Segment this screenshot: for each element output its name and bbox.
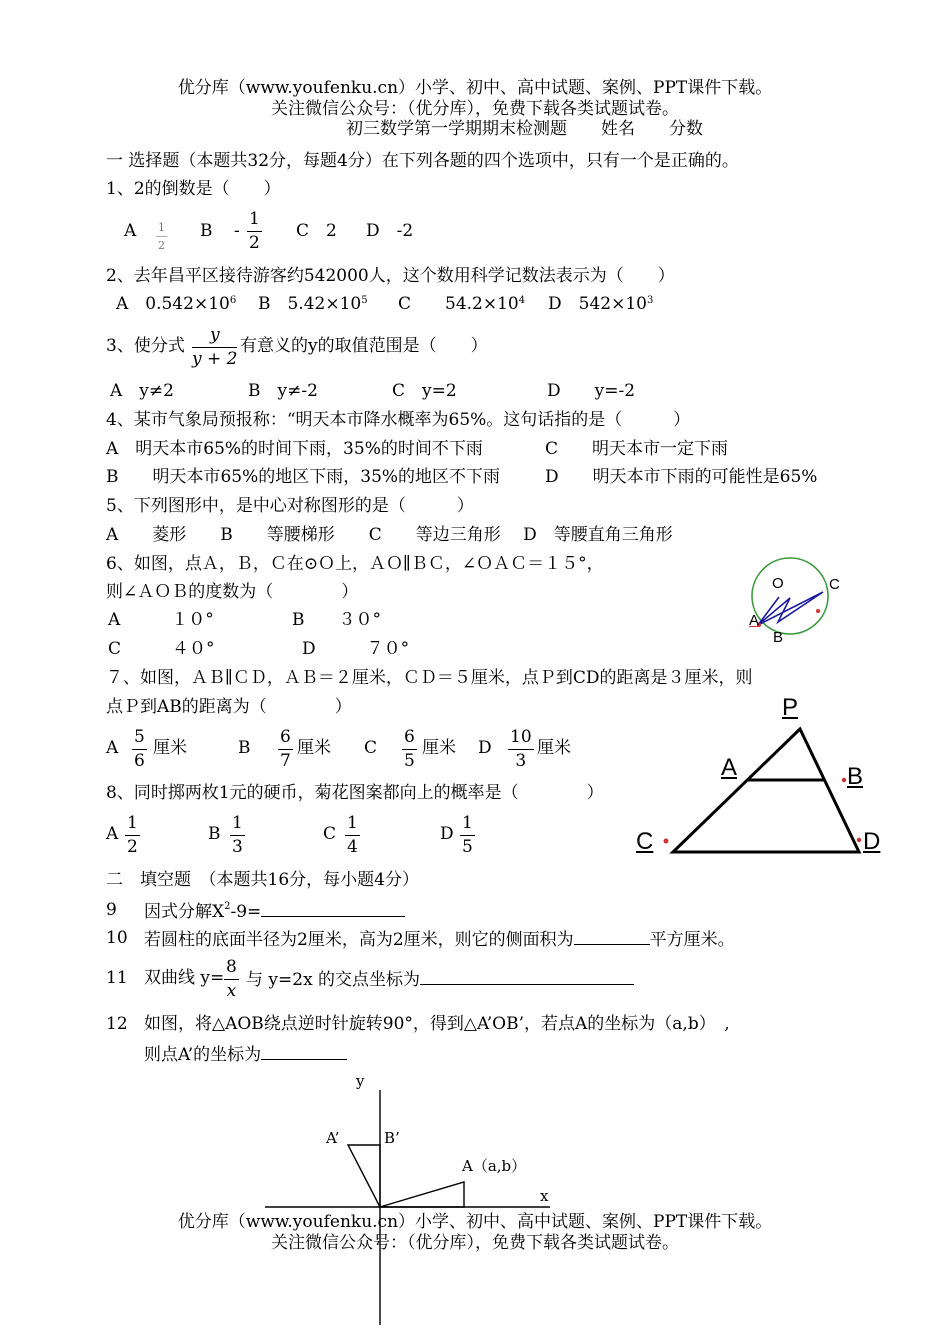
q6-label-o: O [772, 575, 784, 592]
q12-label-b-prime: B’ [384, 1129, 400, 1147]
q7-option-a-unit: 厘米 [153, 738, 187, 758]
q1-option-b-fraction: $\frac{1}{2}$ [249, 209, 260, 253]
section2-intro: 二 填空题 （本题共16分，每小题4分） [106, 870, 419, 890]
q6-label-c: C [829, 576, 840, 593]
q7-triangle-figure [660, 720, 870, 860]
q6-point-marker [816, 609, 820, 613]
q12-label-x: x [540, 1187, 549, 1205]
section1-intro: 一 选择题（本题共32分，每题4分）在下列各题的四个选项中，只有一个是正确的。 [106, 151, 739, 171]
q8-option-c: C [323, 824, 337, 844]
q7-option-d-unit: 厘米 [537, 738, 571, 758]
q12-line-1: 如图，将△AOB绕点逆时针旋转90°，得到△A’OB’，若点A的坐标为（a,b） , [144, 1014, 730, 1034]
q7-option-c-unit: 厘米 [422, 738, 456, 758]
q7-option-a: A [106, 738, 119, 758]
header-line-2: 关注微信公众号：（优分库），免费下载各类试题试卷。 [271, 99, 679, 119]
q4-option-d: D 明天本市下雨的可能性是65% [545, 467, 818, 487]
q6-option-a: A １０° [108, 610, 214, 630]
q8-option-a-fraction: $\frac{1}{2}$ [127, 813, 138, 857]
q7-point-d-marker [857, 838, 861, 842]
q4-option-a: A 明天本市65%的时间下雨，35%的时间不下雨 [106, 439, 483, 459]
q8-option-b: B [208, 824, 221, 844]
q5-stem: 5、下列图形中，是中心对称图形的是（ ） [106, 496, 474, 516]
q1-option-c: C 2 [296, 221, 337, 241]
q10-text: 若圆柱的底面半径为2厘米，高为2厘米，则它的侧面积为 平方厘米。 [144, 930, 735, 950]
q8-option-c-fraction: $\frac{1}{4}$ [347, 813, 358, 857]
q7-option-b: B [238, 738, 251, 758]
score-label: 分数 [669, 119, 703, 139]
q11-answer-blank[interactable] [420, 970, 634, 985]
q7-point-b-marker [842, 778, 846, 782]
q6-label-a: A [749, 612, 760, 629]
footer-line-2: 关注微信公众号：（优分库），免费下载各类试题试卷。 [271, 1233, 679, 1253]
q7-line-2: 点Ｐ到AB的距离为（ ） [106, 697, 352, 717]
q7-option-d: D [478, 738, 492, 758]
q8-option-a: A [106, 824, 119, 844]
q3-option-d: D y=-2 [547, 381, 636, 401]
q3-stem-pre: 3、使分式 [106, 336, 185, 356]
q6-option-d: D ７０° [302, 639, 410, 659]
triangle-pcd [673, 729, 859, 852]
q1-option-d: D -2 [366, 221, 414, 241]
q3-option-c: C y=2 [392, 381, 457, 401]
q3-stem-post: 有意义的y的取值范围是（ ） [240, 336, 488, 356]
page-title: 初三数学第一学期期末检测题 姓名 分数 [346, 119, 703, 139]
q6-chord-lines [758, 592, 823, 625]
q3-fraction: $\frac{y}{y + 2}$ [192, 325, 238, 369]
q2-stem: 2、去年昌平区接待游客约542000人，这个数用科学记数法表示为（ ） [106, 266, 675, 286]
q8-option-d-fraction: $\frac{1}{5}$ [462, 813, 473, 857]
q6-option-b: B ３０° [292, 610, 381, 630]
q7-option-c-fraction: $\frac{6}{5}$ [404, 727, 415, 771]
q7-option-a-fraction: $\frac{5}{6}$ [134, 727, 145, 771]
q9-answer-blank[interactable] [261, 902, 405, 917]
q12-line-2: 则点A’的坐标为 [144, 1045, 347, 1064]
q7-option-c: C [364, 738, 378, 758]
q7-option-d-fraction: $\frac{10}{3}$ [510, 727, 532, 771]
q4-option-c: C 明天本市一定下雨 [545, 439, 729, 459]
q6-label-b: B [773, 629, 784, 646]
q1-option-b-sign: - [234, 221, 240, 241]
q7-line-1: ７、如图，ＡＢ∥ＣＤ，ＡＢ＝２厘米，ＣＤ＝５厘米，点Ｐ到CD的距离是３厘米，则 [106, 668, 753, 688]
q10-answer-blank[interactable] [574, 930, 650, 945]
q9-number: 9 [106, 900, 117, 920]
q2-option-d: D $542\times 10^3$ [548, 294, 654, 314]
q1-option-a-fraction: $\frac{1}{2}$ [158, 221, 165, 252]
q1-stem: 1、2的倒数是（ ） [106, 179, 281, 199]
q8-option-b-fraction: $\frac{1}{3}$ [232, 813, 243, 857]
q9-text: 因式分解$X^2-9=$ [144, 902, 405, 921]
q12-number: 12 [106, 1014, 128, 1034]
q6-option-c: C ４０° [108, 639, 215, 659]
q12-label-y: y [356, 1072, 365, 1090]
q11-text: 与 y=2x 的交点坐标为 [246, 970, 634, 989]
q2-option-b: B $5.42\times 10^5$ [258, 294, 368, 314]
triangle-aob [380, 1182, 464, 1207]
q12-label-a-prime: A’ [326, 1129, 340, 1147]
q4-option-b: B 明天本市65%的地区下雨，35%的地区不下雨 [106, 467, 501, 487]
q6-line-2: 则∠ＡＯＢ的度数为（ ） [106, 582, 359, 602]
q11-pre: 双曲线 y= [144, 968, 225, 988]
q7-label-c: C [636, 828, 654, 855]
q7-label-d: D [863, 828, 881, 855]
q6-circle-figure [745, 545, 835, 650]
q12-coordinate-figure [260, 1085, 560, 1325]
name-label: 姓名 [601, 119, 635, 139]
q2-option-a: A $0.542\times 10^6$ [116, 294, 237, 314]
q1-option-a: A [124, 221, 137, 241]
q10-number: 10 [106, 928, 128, 948]
q7-option-b-unit: 厘米 [297, 738, 331, 758]
q7-label-b: B [847, 763, 864, 790]
q7-label-a: A [721, 754, 738, 781]
q7-point-c-marker [664, 839, 669, 844]
q3-option-b: B y≠-2 [248, 381, 318, 401]
footer-line-1: 优分库（www.youfenku.cn）小学、初中、高中试题、案例、PPT课件下载。 [177, 1212, 773, 1232]
q7-label-p: P [782, 694, 799, 721]
q11-number: 11 [106, 968, 128, 988]
q12-answer-blank[interactable] [261, 1045, 347, 1060]
q4-stem: 4、某市气象局预报称：“明天本市降水概率为65%。这句话指的是（ ） [106, 410, 691, 430]
q12-label-a: A（a,b） [462, 1157, 527, 1175]
q11-fraction: $\frac{8}{x}$ [226, 957, 237, 1001]
q1-option-b: B [200, 221, 213, 241]
q6-line-1: 6、如图，点Ａ，Ｂ，Ｃ在⊙Ｏ上，ＡＯ∥ＢＣ，∠ＯＡＣ＝１５°， [106, 554, 604, 574]
q5-options: A 菱形 B 等腰梯形 C 等边三角形 D 等腰直角三角形 [106, 525, 673, 545]
triangle-a1ob1 [348, 1145, 380, 1207]
q8-option-d: D [440, 824, 454, 844]
q3-option-a: A y≠2 [110, 381, 174, 401]
q8-stem: 8、同时掷两枚1元的硬币，菊花图案都向上的概率是（ ） [106, 783, 604, 803]
q7-option-b-fraction: $\frac{6}{7}$ [280, 727, 291, 771]
q2-option-c: C $54.2\times 10^4$ [398, 294, 526, 314]
header-line-1: 优分库（www.youfenku.cn）小学、初中、高中试题、案例、PPT课件下载。 [177, 78, 773, 98]
